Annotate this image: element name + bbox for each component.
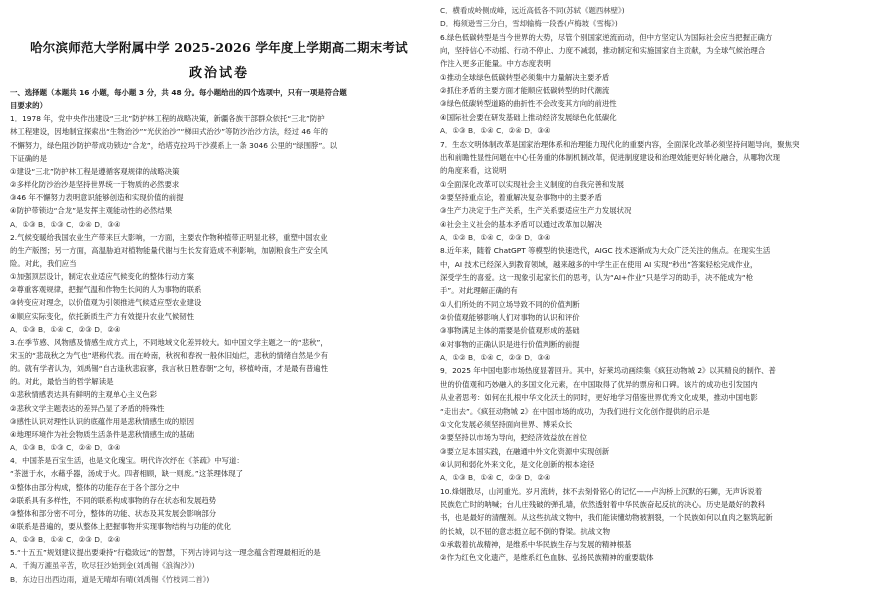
- text-line: ②联系具有多样性，不同的联系构成事物的存在状态和发展趋势: [10, 495, 217, 505]
- text-line: ②尊重客观规律，把握气温和作物生长间的人为事物的联系: [10, 285, 202, 295]
- text-line: 向，坚持信心不动摇、行动不停止、力度不减弱，推动制定和实施国家自主贡献，为全球气候治理合: [440, 46, 766, 56]
- text-line: 3.在季节感、风物感及情感生成方式上，不同地域文化差异较大。如中国文学主题之一的“悲秋”，: [10, 337, 328, 347]
- text-line: 手”。对此理解正确的有: [440, 286, 518, 296]
- text-line: B．东边日出西边雨，道是无晴却有晴(刘禹锡《竹枝词二首》): [10, 574, 210, 584]
- text-line: A．①② B．①④ C．②③ D．③④: [440, 353, 551, 363]
- text-line: 一、选择题（本题共 16 小题，每小题 3 分，共 48 分。每小题给出的四个选项中，只有一项是符合题: [10, 88, 347, 97]
- text-line: 宋玉的“悲哉秋之为气也”堪称代表。而在岭南，秋祝和春祝一般休旧灿烂，悲秋的情绪自然是少有: [10, 351, 329, 360]
- text-line: 从业者思考：如何在扎根中华文化沃土的同时，更好地学习借鉴世界优秀文化成果，推动中国电影: [440, 393, 758, 403]
- text-line: ②要坚持以市场为导向，把经济效益放在首位: [440, 433, 588, 443]
- text-line: ④防护带锁边“合龙”是发挥主观能动性的必然结果: [10, 206, 173, 216]
- text-line: A．①③ B．①④ C．②④ D．③④: [440, 126, 551, 136]
- text-line: 6.绿色低碳转型是当今世界的大势，尽管个别国家逆流而动，但中方坚定认为国际社会应当把握正确方: [440, 32, 773, 42]
- text-line: A．①③ B．①④ C．②③ D．②④: [10, 324, 121, 334]
- text-line: ①全面深化改革可以实现社会主义制度的自我完善和发展: [440, 179, 625, 189]
- text-line: A．①③ B．①④ C．②③ D．②④: [10, 535, 121, 545]
- exam-subject-title: 政治试卷: [188, 66, 249, 81]
- text-line: ④认同和弱化外来文化，是文化创新的根本途径: [440, 459, 595, 469]
- text-line: A．①③ B．①④ C．②③ D．②④: [440, 473, 551, 483]
- text-line: ②价值观能够影响人们对事物的认识和评价: [440, 313, 580, 323]
- text-line: 10.烽烟散尽，山河重光。岁月流转，抹不去刻骨铭心的记忆——卢沟桥上沉默的石狮，无声诉说着: [440, 486, 763, 496]
- text-line: A．千淘万漉虽辛苦，吹尽狂沙始到金(刘禹锡《浪淘沙》): [10, 561, 195, 571]
- text-line: 出和前瞻性显性问题在中心任务重的体制机制改革，促进制度建设和治理效能更好转化融合，从哪物次现: [440, 152, 780, 162]
- text-line: 的生产版图；另一方面，高温胁迫对植物能量代谢与生长发育造成不利影响，加剧粮食生产安全风: [10, 245, 328, 255]
- text-line: “茶滋于水，水藉乎器，汤成于火。四者相顾，缺一则废。”这茶理体现了: [10, 469, 244, 479]
- text-line: ③生产力决定于生产关系，生产关系要适应生产力发展状况: [440, 206, 632, 216]
- text-line: 的。对此，最恰当的哲学解读是: [10, 377, 114, 387]
- text-line: ②抓住矛盾的主要方面才能顺应低碳转型的时代潮流: [440, 86, 610, 96]
- text-line: 8.近年来，随着 ChatGPT 等模型的快速迭代，AIGC 技术逐渐成为大众广泛关注的焦点。在现实生活: [440, 246, 771, 256]
- text-line: 下证确的是: [10, 153, 47, 163]
- text-line: 的。就有学者认为，刘禹锡“自古逢秋悲寂寥，我言秋日胜春朝”之句，移植岭南，才是最有普遍性: [10, 364, 329, 374]
- text-line: 林工程建设，因地制宜探索出“生物治沙”“光伏治沙”“梯田式治沙”等防沙治沙方法，经过 46 年的: [10, 127, 328, 137]
- text-line: 9．2025 年中国电影市场热度显著回升。其中，好莱坞动画续集《疯狂动物城 2》以其精良的制作、普: [440, 366, 776, 376]
- text-line: ①推动全球绿色低碳转型必须集中力量解决主要矛盾: [440, 72, 610, 82]
- text-line: ④地理环境作为社会物质生活条件是悲秋情感生成的基础: [10, 429, 195, 439]
- text-line: ④社会主义社会的基本矛盾可以通过改革加以解决: [440, 219, 602, 229]
- text-line: ③事物满足主体的需要是价值观形成的基础: [440, 326, 580, 336]
- text-line: ①整体由部分构成，整体的功能存在于各个部分之中: [10, 482, 180, 492]
- text-line: 作注入更多正能量。中方态度表明: [440, 59, 551, 69]
- text-line: 世的价值观和巧妙融入的多国文化元素，在中国取得了优异的票房和口碑。该片的成功也引发国内: [440, 379, 758, 389]
- text-line: ②悲秋文学主题表达的差异凸显了矛盾的特殊性: [10, 403, 165, 413]
- text-line: ②作为红色文化遗产，是维系红色血脉、弘扬民族精神的重要载体: [440, 553, 654, 563]
- text-line: ④国际社会要在研发基础上推动经济发展绿色化低碳化: [440, 112, 617, 122]
- text-line: ②多样化防沙治沙是坚持世界统一于物质的必然要求: [10, 180, 180, 190]
- text-line: ①加强顶层设计，制定农业适应气候变化的整体行动方案: [10, 272, 195, 282]
- text-line: ②要坚持重点论，着重解决复杂事物中的主要矛盾: [440, 192, 602, 202]
- text-line: 5.“十五五”规划建议提出要秉持“行稳致远”的智慧，下列古诗词与这一理念蕴含哲理最相近的是: [10, 548, 321, 558]
- text-line: 的角度来看，这说明: [440, 166, 507, 176]
- text-line: ①文化发展必须坚持面向世界、博采众长: [440, 419, 573, 429]
- text-line: 不懈努力，绿色阻沙防护带成功锁边“合龙”，给塔克拉玛干沙漠系上一条 3046 公里的“绿围脖”。以: [10, 140, 338, 150]
- text-line: ①建设“三北”防护林工程是遵循客观规律的战略决策: [10, 166, 180, 176]
- text-line: ③转变应对理念，以价值观为引领推进气候适应型农业建设: [10, 298, 202, 308]
- exam-title: 哈尔滨师范大学附属中学 2025-2026 学年度上学期高二期末考试: [30, 40, 408, 55]
- text-line: 民族危亡时的呐喊；台儿庄残破的弹孔墙，依然透射着中华民族奋起反抗的决心。历史是最好的教科: [440, 499, 766, 509]
- text-line: 书，也是最好的清醒剂。从这些抗战文物中，我们能读懂幼物被割裂，一个民族如何以血肉之躯筑起新: [440, 513, 773, 523]
- text-line: 的长城，以不屈的意志挺立起不倒的脊梁。抗战文物: [440, 526, 610, 536]
- text-line: ③46 年不懈努力表明意识能够创造和实现价值的前提: [10, 193, 184, 203]
- text-line: 7．生态文明体制改革是国家治理体系和治理能力现代化的重要内容，全面深化改革必须坚持问题导向，聚焦突: [440, 139, 800, 149]
- text-line: 2.气候变暖给我国农业生产带来巨大影响，一方面，主要农作物种植带正明显北移，重塑中国农业: [10, 232, 328, 242]
- text-line: A．①③ B．①③ C．②④ D．③④: [10, 443, 121, 453]
- text-line: A．①② B．①④ C．②③ D．③④: [440, 232, 551, 242]
- text-line: 1．1978 年，党中央作出建设“三北”防护林工程的战略决策，新疆各族干部群众依托“三北”防护: [10, 114, 325, 124]
- text-line: “走出去”。《疯狂动物城 2》在中国市场的成功，为我们进行文化创作提供的启示是: [440, 406, 710, 416]
- text-line: ③整体和部分密不可分，整体的功能、状态及其发展会影响部分: [10, 508, 217, 518]
- text-line: D．梅须逊雪三分白，雪却输梅一段香(卢梅坡《雪梅》): [440, 19, 618, 29]
- text-line: ①悲秋情感表达具有鲜明的主观单心主义色彩: [10, 390, 158, 400]
- text-line: C．横看成岭侧成峰，远近高低各不同(苏轼《题西林壁》): [440, 6, 625, 15]
- text-line: ③感性认识对理性认识的底蕴作用是悲秋情感生成的原因: [10, 416, 195, 426]
- text-line: ④顺应实际变化，依托新质生产力有效提升农业气候韧性: [10, 311, 195, 321]
- text-line: 目要求的）: [10, 101, 47, 111]
- text-line: 险。对此，我们应当: [10, 258, 77, 268]
- text-line: ④对事物的正确认识是进行价值判断的前提: [440, 339, 580, 349]
- text-line: A．①③ B．①③ C．②④ D．③④: [10, 219, 121, 229]
- text-line: ③要立足本国实践，在融通中外文化资源中实现创新: [440, 446, 610, 456]
- text-line: 4．中国茶是百宝生活，也是文化瑰宝。明代许次纾在《茶疏》中写道：: [10, 456, 244, 466]
- text-line: ①承载着抗战精神，是维系中华民族生存与发展的精神根基: [440, 540, 632, 549]
- text-line: ①人们所处的不同立场导致不同的价值判断: [440, 299, 580, 309]
- text-line: 中，AI 技术已经深入到教育领域，越来越多的中学生正在使用 AI 实现“秒出”答案轻松完成作业，: [440, 259, 758, 269]
- text-line: 深受学生的喜爱。这一现象引起家长们的思考，认为“AI+作业”只是学习的助手，决不能成为“枪: [440, 273, 754, 282]
- text-line: ③绿色低碳转型道路的曲折性不会改变其方向的前进性: [440, 99, 617, 109]
- text-line: ④联系是普遍的，要从整体上把握事物并实现事物结构与功能的优化: [10, 521, 231, 531]
